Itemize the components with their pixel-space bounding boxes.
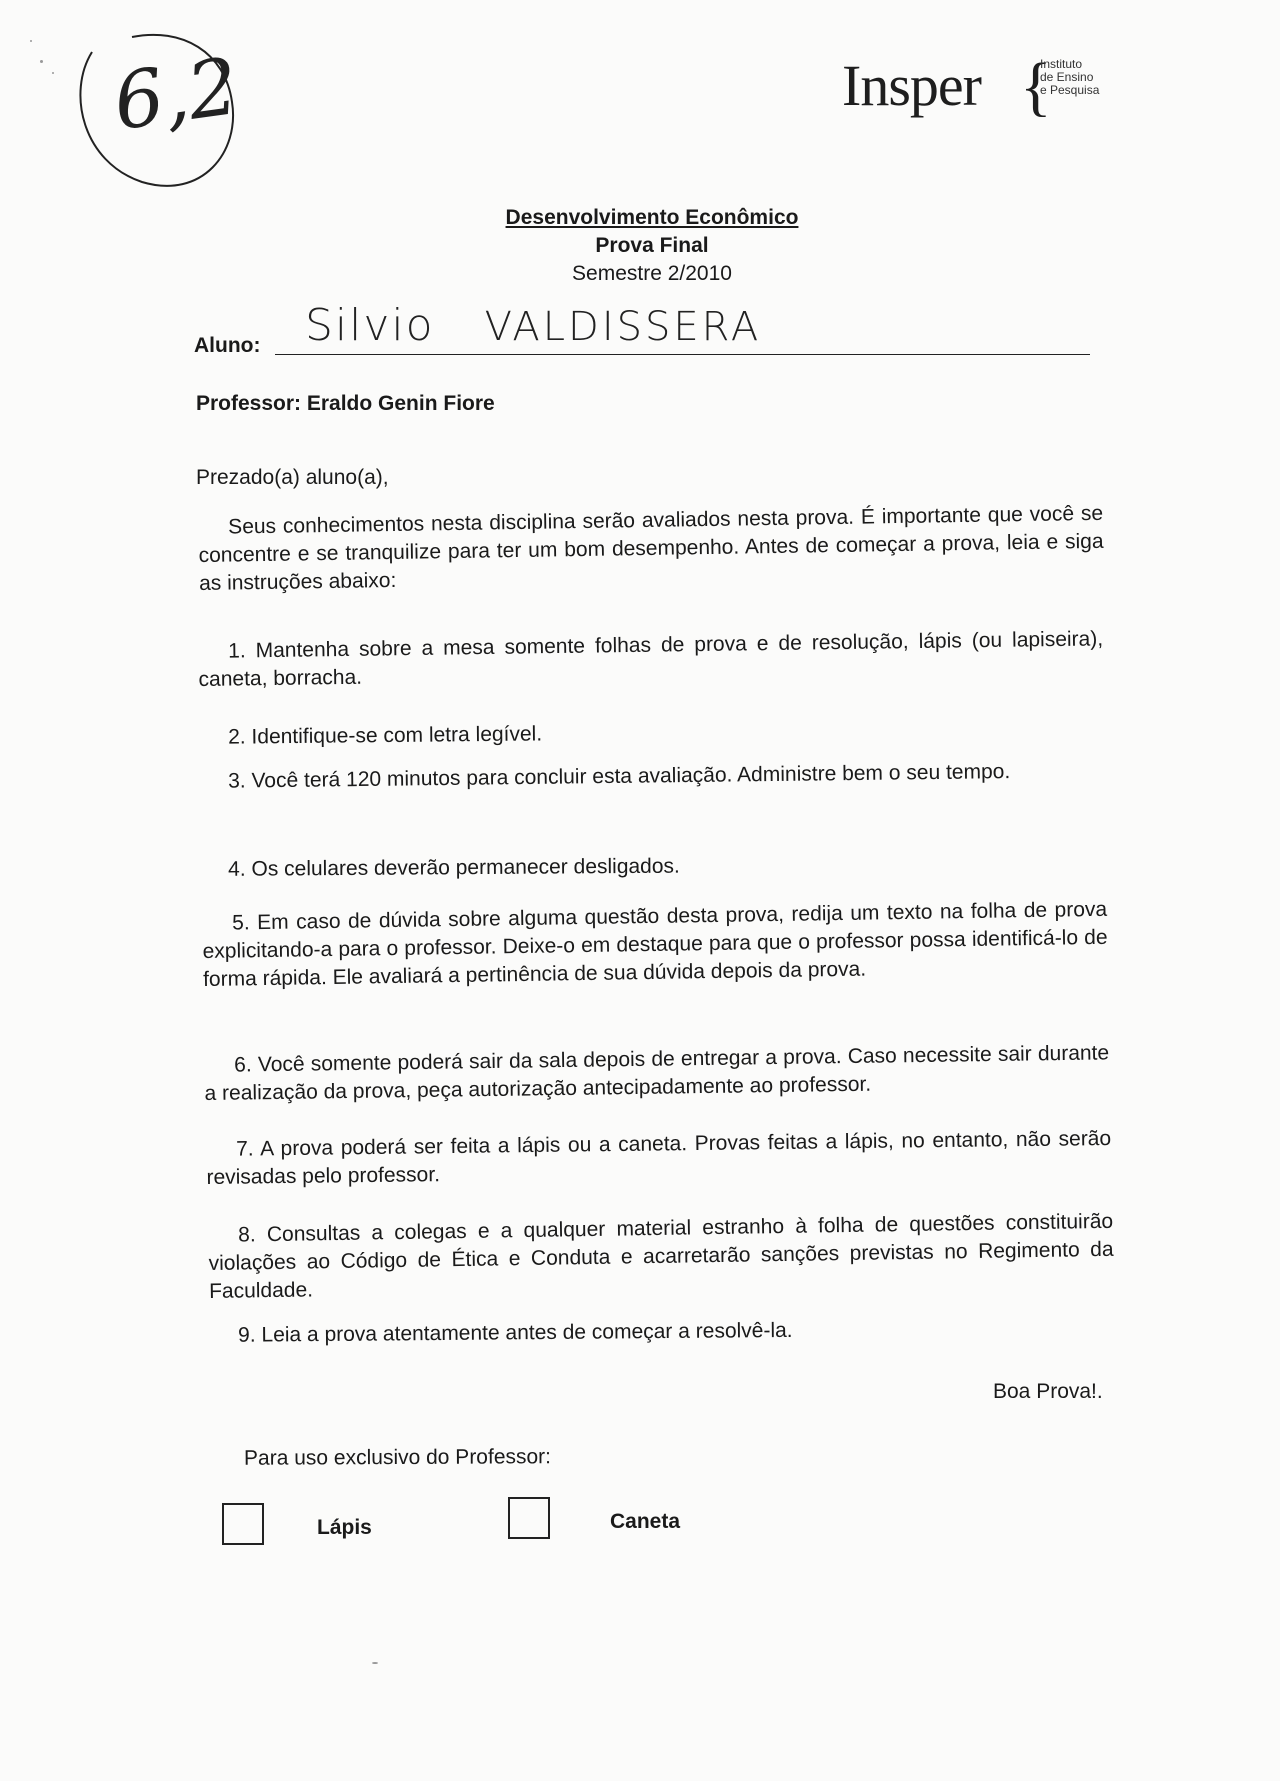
instruction-item: 5. Em caso de dúvida sobre alguma questão desta prova, redija um texto na folha de prova explicitando-a para o professor. Deixe-o em destaque para que o professor possa identificá-lo de forma rápida. Ele avaliará a pertinência de sua dúvida depois da prova.: [202, 897, 1108, 991]
scan-speck: [30, 40, 32, 42]
student-name-line: [275, 354, 1090, 355]
professor-name: Professor: Eraldo Genin Fiore: [196, 392, 495, 415]
logo-subtitle-line: de Ensino: [1040, 70, 1094, 84]
instruction-item: 9. Leia a prova atentamente antes de começar a resolvê-la.: [238, 1318, 793, 1347]
semester: Semestre 2/2010: [572, 262, 732, 285]
professor-use-label: Para uso exclusivo do Professor:: [243, 1445, 552, 1470]
instruction-item: 7. A prova poderá ser feita a lápis ou a caneta. Provas feitas a lápis, no entanto, não serão revisadas pelo professor.: [206, 1126, 1112, 1189]
scan-speck: [372, 1662, 378, 1664]
instruction-item: 1. Mantenha sobre a mesa somente folhas de prova e de resolução, lápis (ou lapiseira), caneta, borracha.: [198, 627, 1104, 691]
logo-subtitle-line: Instituto: [1040, 57, 1083, 71]
greeting: Prezado(a) aluno(a),: [196, 466, 389, 489]
logo-subtitle-line: e Pesquisa: [1040, 83, 1100, 97]
lapis-checkbox: [222, 1503, 264, 1545]
caneta-checkbox: [508, 1497, 550, 1539]
course-title: Desenvolvimento Econômico: [505, 206, 799, 229]
closing-text: Boa Prova!.: [993, 1380, 1103, 1403]
scan-speck: [40, 60, 43, 63]
logo-wordmark: Insper: [842, 53, 981, 118]
logo-brace: {: [1020, 50, 1052, 123]
grade-mark: 6,2: [108, 41, 244, 149]
instruction-item: 8. Consultas a colegas e a qualquer material estranho à folha de questões constituirão violações ao Código de Ética e Conduta e acarretarão sanções previstas no Regimento da Faculdade.: [208, 1209, 1114, 1303]
logo-subtitle: [1040, 58, 1099, 97]
student-label: Aluno:: [194, 334, 261, 357]
exam-title: Prova Final: [595, 234, 709, 257]
grade-circle: [62, 22, 242, 197]
lapis-label: Lápis: [317, 1516, 372, 1539]
student-name-handwritten: [305, 300, 761, 351]
caneta-label: Caneta: [610, 1510, 681, 1533]
insper-logo: [842, 52, 1102, 122]
instruction-item: 2. Identifique-se com letra legível.: [228, 722, 543, 749]
instruction-item: 3. Você terá 120 minutos para concluir esta avaliação. Administre bem o seu tempo.: [228, 760, 1011, 793]
instruction-item: 6. Você somente poderá sair da sala depois de entregar a prova. Caso necessite sair durante a realização da prova, peça autorização antecipadamente ao professor.: [204, 1041, 1110, 1105]
student-last-name: VALDISSERA: [484, 304, 762, 350]
scan-speck: [52, 72, 54, 74]
student-first-name: Silvio: [305, 300, 435, 351]
intro-paragraph: Seus conhecimentos nesta disciplina serão avaliados nesta prova. É importante que você se concentre e se tranquilize para ter um bom desempenho. Antes de começar a prova, leia e siga as instruções abaixo:: [198, 501, 1104, 595]
instruction-item: 4. Os celulares deverão permanecer desligados.: [228, 854, 680, 881]
